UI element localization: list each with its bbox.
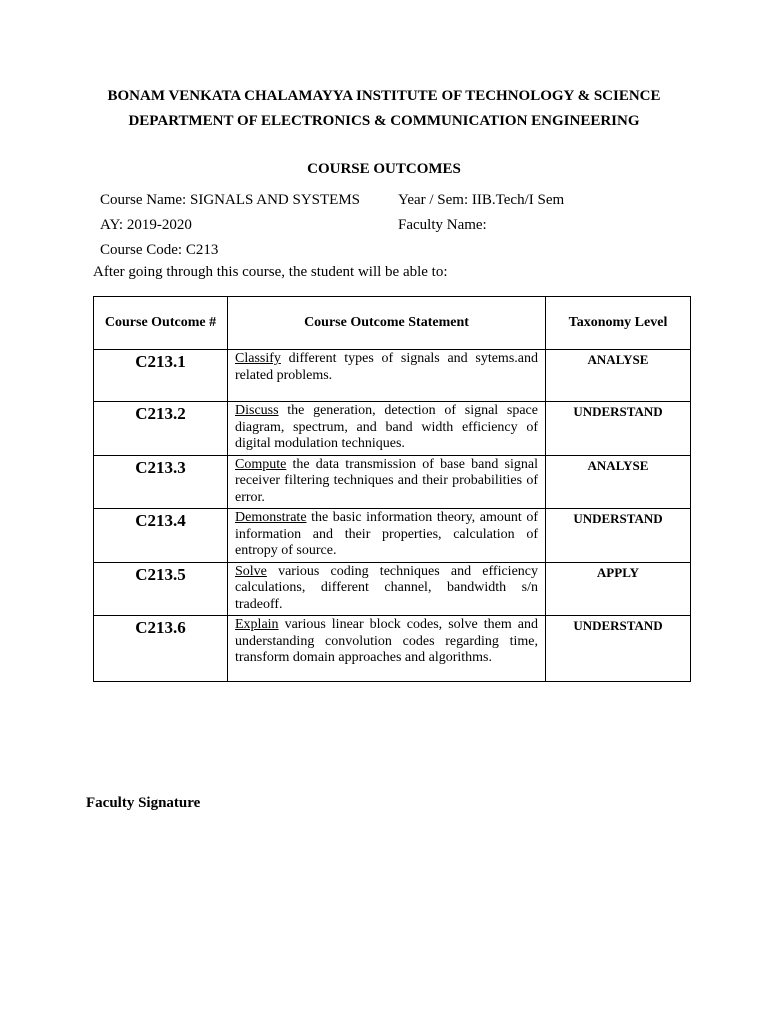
outcome-statement-text: various coding techniques and efficiency calculations, different channel, bandwidth s/n tradeoff. [235,563,538,612]
page-title: COURSE OUTCOMES [307,161,461,177]
outcome-statement-text: the data transmission of base band signal receiver filtering techniques and their probabilities of error. [235,456,538,505]
table-row [94,562,691,616]
table-header-row [94,297,691,350]
outcome-verb: Classify [235,351,281,366]
outcome-statement-text: the basic information theory, amount of information and their properties, calculation of entropy of source. [235,510,538,558]
intro-text: After going through this course, the student will be able to: [93,264,448,280]
outcome-verb: Discuss [235,403,279,418]
table-row [94,350,691,402]
outcome-code: C213.6 [94,616,228,682]
outcome-statement-text: various linear block codes, solve them and understanding convolution codes regarding time, transform domain approaches and algorithms. [235,617,538,665]
table-row [94,616,691,682]
outcome-code: C213.4 [94,509,228,563]
outcome-statement [228,455,546,509]
academic-year: AY: 2019-2020 [100,217,192,233]
taxonomy-level: ANALYSE [546,455,691,509]
outcome-statement-text: the generation, detection of signal space diagram, spectrum, and band width efficiency of digital modulation techniques. [235,403,538,451]
outcome-statement [228,616,546,682]
outcome-statement-text: different types of signals and sytems.and related problems. [235,351,538,383]
outcome-verb: Demonstrate [235,510,307,525]
faculty-name: Faculty Name: [398,217,487,233]
outcome-verb: Compute [235,456,287,472]
table-row [94,402,691,456]
faculty-signature: Faculty Signature [86,795,201,811]
taxonomy-level: UNDERSTAND [546,402,691,456]
outcome-statement [228,350,546,402]
outcome-code: C213.2 [94,402,228,456]
taxonomy-level: APPLY [546,562,691,616]
table-row [94,455,691,509]
year-sem: Year / Sem: IIB.Tech/I Sem [398,192,565,208]
outcome-statement [228,402,546,456]
outcome-verb: Explain [235,617,279,632]
course-code: Course Code: C213 [100,242,219,258]
table-row [94,509,691,563]
header-outcome-statement: Course Outcome Statement [228,297,546,350]
taxonomy-level: ANALYSE [546,350,691,402]
outcome-code: C213.5 [94,562,228,616]
outcome-code: C213.1 [94,350,228,402]
outcome-verb: Solve [235,563,267,579]
department-name: DEPARTMENT OF ELECTRONICS & COMMUNICATION ENGINEERING [128,113,640,129]
taxonomy-level: UNDERSTAND [546,509,691,563]
institute-name: BONAM VENKATA CHALAMAYYA INSTITUTE OF TECHNOLOGY & SCIENCE [107,88,661,104]
taxonomy-level: UNDERSTAND [546,616,691,682]
course-name: Course Name: SIGNALS AND SYSTEMS [100,192,361,208]
header-taxonomy-level: Taxonomy Level [546,297,691,350]
outcome-code: C213.3 [94,455,228,509]
header-outcome-number: Course Outcome # [94,297,228,350]
course-outcomes-table [93,296,691,682]
outcome-statement [228,562,546,616]
outcome-statement [228,509,546,563]
